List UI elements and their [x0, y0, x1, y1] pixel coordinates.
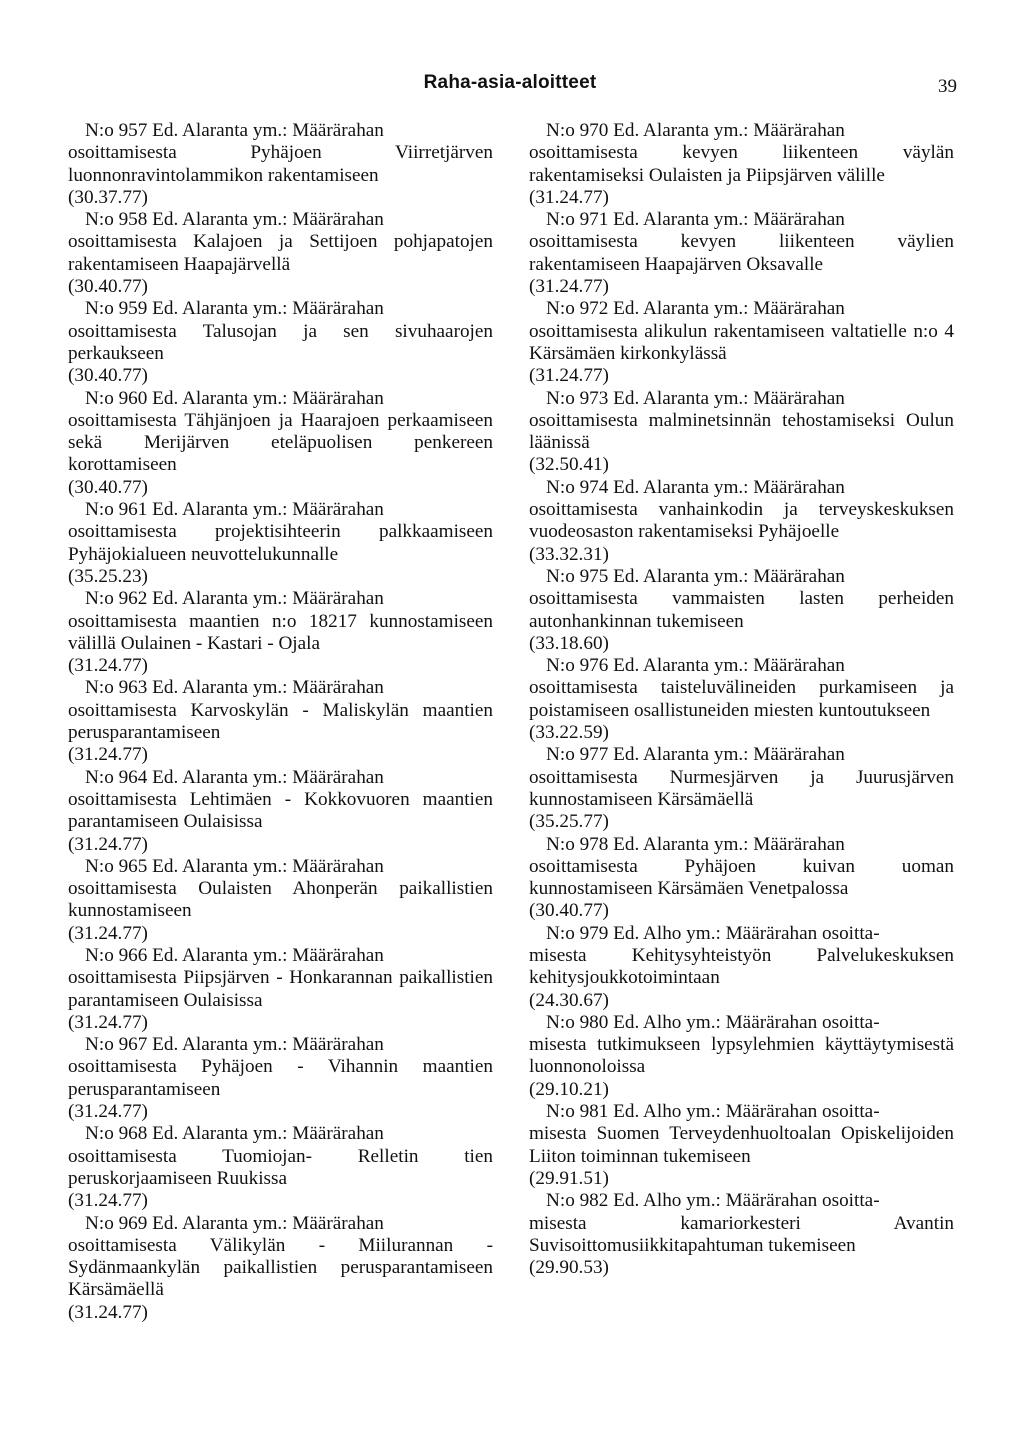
motion-description: osoittamisesta Pyhäjoen kuivan uoman kunnostamiseen Kärsämäen Venetpalossa: [529, 855, 954, 900]
motion-description: osoittamisesta malminetsinnän tehostamiseksi Oulun läänissä: [529, 409, 954, 454]
budget-code: (30.40.77): [68, 476, 148, 498]
motion-entry: [68, 677, 493, 766]
motion-description: osoittamisesta Tähjänjoen ja Haarajoen perkaamiseen sekä Merijärven eteläpuolisen penkereen korottamiseen: [68, 409, 493, 476]
motion-entry: [529, 388, 954, 477]
motion-heading: N:o 957 Ed. Alaranta ym.: Määrärahan: [85, 120, 384, 141]
motion-entry: [529, 834, 954, 923]
motion-entry: [529, 1190, 954, 1279]
motion-description: osoittamisesta Nurmesjärven ja Juurusjärven kunnostamiseen Kärsämäellä: [529, 766, 954, 810]
motion-description: misesta Kehitysyhteistyön Palvelukeskuksen kehitysjoukkotoimintaan: [529, 944, 954, 989]
motion-entry: [529, 1101, 954, 1190]
motion-entry: [529, 923, 954, 1012]
motion-description: osoittamisesta alikulun rakentamiseen valtatielle n:o 4 Kärsämäen kirkonkylässä: [529, 320, 954, 364]
motion-entry: [529, 209, 954, 298]
motion-heading: N:o 978 Ed. Alaranta ym.: Määrärahan: [546, 833, 845, 855]
motion-description: osoittamisesta maantien n:o 18217 kunnostamiseen välillä Oulainen - Kastari - Ojala: [68, 610, 493, 654]
budget-code: (32.50.41): [529, 454, 609, 476]
motion-heading: N:o 960 Ed. Alaranta ym.: Määrärahan: [85, 387, 384, 409]
motion-description: osoittamisesta kevyen liikenteen väylän rakentamiseksi Oulaisten ja Piipsjärven välille: [529, 142, 954, 186]
motion-description: osoittamisesta Oulaisten Ahonperän paikallistien kunnostamiseen: [68, 878, 493, 922]
motion-heading: N:o 974 Ed. Alaranta ym.: Määrärahan: [546, 476, 845, 498]
motion-heading: N:o 975 Ed. Alaranta ym.: Määrärahan: [546, 565, 845, 587]
motion-entry: [529, 120, 954, 209]
motion-entry: [529, 1012, 954, 1101]
budget-code: (31.24.77): [68, 1190, 148, 1212]
budget-code: (31.24.77): [68, 1301, 148, 1323]
budget-code: (35.25.23): [68, 565, 148, 587]
motion-heading: N:o 967 Ed. Alaranta ym.: Määrärahan: [85, 1034, 384, 1056]
motion-heading: N:o 977 Ed. Alaranta ym.: Määrärahan: [546, 744, 845, 766]
right-column: [529, 120, 954, 1279]
budget-code: (31.24.77): [68, 655, 148, 677]
motion-heading: N:o 968 Ed. Alaranta ym.: Määrärahan: [85, 1123, 384, 1145]
running-title: Raha-asia-aloitteet: [423, 72, 597, 93]
budget-code: (29.10.21): [529, 1078, 609, 1100]
left-column: [68, 120, 493, 1324]
motion-entry: [68, 120, 493, 209]
budget-code: (31.24.77): [529, 186, 609, 208]
budget-code: (29.90.53): [529, 1257, 609, 1279]
motion-heading: N:o 962 Ed. Alaranta ym.: Määrärahan: [85, 588, 384, 610]
motion-description: misesta Suomen Terveydenhuoltoalan Opiskelijoiden Liiton toiminnan tukemiseen: [529, 1123, 954, 1167]
motion-heading: N:o 971 Ed. Alaranta ym.: Määrärahan: [546, 209, 845, 231]
budget-code: (31.24.77): [68, 744, 148, 766]
motion-entry: [68, 588, 493, 677]
motion-entry: [68, 767, 493, 856]
budget-code: (30.40.77): [68, 365, 148, 387]
motion-description: osoittamisesta Karvoskylän - Maliskylän maantien perusparantamiseen: [68, 699, 493, 744]
budget-code: (33.22.59): [529, 722, 609, 744]
motion-heading: N:o 969 Ed. Alaranta ym.: Määrärahan: [85, 1212, 384, 1234]
motion-heading: N:o 965 Ed. Alaranta ym.: Määrärahan: [85, 855, 384, 877]
motion-heading: N:o 970 Ed. Alaranta ym.: Määrärahan: [546, 120, 845, 141]
motion-description: misesta tutkimukseen lypsylehmien käyttäytymisestä luonnonoloissa: [529, 1034, 954, 1078]
motion-description: osoittamisesta vammaisten lasten perheiden autonhankinnan tukemiseen: [529, 588, 954, 632]
budget-code: (35.25.77): [529, 811, 609, 833]
motion-description: osoittamisesta Talusojan ja sen sivuhaarojen perkaukseen: [68, 320, 493, 364]
motion-entry: [68, 1123, 493, 1212]
budget-code: (33.32.31): [529, 543, 609, 565]
budget-code: (30.40.77): [529, 900, 609, 922]
motion-description: osoittamisesta taisteluvälineiden purkamiseen ja poistamiseen osallistuneiden miesten kuntoutukseen: [529, 677, 954, 721]
motion-entry: [529, 298, 954, 387]
motion-entry: [68, 298, 493, 387]
budget-code: (30.40.77): [68, 276, 148, 298]
motion-heading: N:o 958 Ed. Alaranta ym.: Määrärahan: [85, 209, 384, 231]
motion-heading: N:o 972 Ed. Alaranta ym.: Määrärahan: [546, 298, 845, 320]
budget-code: (31.24.77): [529, 276, 609, 298]
motion-heading: N:o 964 Ed. Alaranta ym.: Määrärahan: [85, 766, 384, 788]
motion-entry: [68, 388, 493, 499]
motion-description: osoittamisesta kevyen liikenteen väylien rakentamiseen Haapajärven Oksavalle: [529, 231, 954, 275]
motion-description: osoittamisesta projektisihteerin palkkaamiseen Pyhäjokialueen neuvottelukunnalle: [68, 521, 493, 565]
motion-entry: [68, 499, 493, 588]
budget-code: (31.24.77): [68, 1011, 148, 1033]
motion-heading: N:o 980 Ed. Alho ym.: Määrärahan osoitta-: [546, 1011, 880, 1033]
motion-heading: N:o 961 Ed. Alaranta ym.: Määrärahan: [85, 499, 384, 521]
budget-code: (29.91.51): [529, 1167, 609, 1189]
motion-heading: N:o 966 Ed. Alaranta ym.: Määrärahan: [85, 944, 384, 966]
motion-entry: [68, 856, 493, 945]
motion-description: osoittamisesta Välikylän - Miilurannan - Sydänmaankylän paikallistien perusparantamiseen Kärsämäellä: [68, 1234, 493, 1301]
motion-description: osoittamisesta Pyhäjoen - Vihannin maantien perusparantamiseen: [68, 1056, 493, 1100]
motion-description: osoittamisesta Lehtimäen - Kokkovuoren maantien parantamiseen Oulaisissa: [68, 788, 493, 833]
motion-heading: N:o 973 Ed. Alaranta ym.: Määrärahan: [546, 387, 845, 409]
motion-description: osoittamisesta Pyhäjoen Viirretjärven luonnonravintolammikon rakentamiseen: [68, 142, 493, 186]
budget-code: (31.24.77): [68, 833, 148, 855]
motion-heading: N:o 963 Ed. Alaranta ym.: Määrärahan: [85, 677, 384, 699]
motion-entry: [529, 566, 954, 655]
budget-code: (31.24.77): [529, 365, 609, 387]
motion-description: osoittamisesta vanhainkodin ja terveyskeskuksen vuodeosaston rakentamiseksi Pyhäjoelle: [529, 499, 954, 543]
motion-entry: [529, 655, 954, 744]
motion-heading: N:o 959 Ed. Alaranta ym.: Määrärahan: [85, 298, 384, 320]
motion-entry: [68, 1213, 493, 1324]
motion-description: osoittamisesta Piipsjärven - Honkarannan paikallistien parantamiseen Oulaisissa: [68, 967, 493, 1011]
motion-description: osoittamisesta Kalajoen ja Settijoen pohjapatojen rakentamiseen Haapajärvellä: [68, 231, 493, 275]
motion-entry: [529, 477, 954, 566]
motion-heading: N:o 982 Ed. Alho ym.: Määrärahan osoitta-: [546, 1190, 880, 1212]
motion-heading: N:o 976 Ed. Alaranta ym.: Määrärahan: [546, 655, 845, 677]
motion-entry: [68, 945, 493, 1034]
budget-code: (24.30.67): [529, 989, 609, 1011]
budget-code: (33.18.60): [529, 632, 609, 654]
motion-entry: [68, 209, 493, 298]
page-number: 39: [938, 76, 957, 97]
motion-description: misesta kamariorkesteri Avantin Suvisoittomusiikkitapahtuman tukemiseen: [529, 1212, 954, 1256]
budget-code: (30.37.77): [68, 186, 148, 208]
budget-code: (31.24.77): [68, 1101, 148, 1123]
budget-code: (31.24.77): [68, 922, 148, 944]
motion-heading: N:o 979 Ed. Alho ym.: Määrärahan osoitta-: [546, 922, 880, 944]
motion-entry: [529, 744, 954, 833]
motion-heading: N:o 981 Ed. Alho ym.: Määrärahan osoitta-: [546, 1101, 880, 1123]
motion-description: osoittamisesta Tuomiojan- Relletin tien peruskorjaamiseen Ruukissa: [68, 1145, 493, 1189]
motion-entry: [68, 1034, 493, 1123]
